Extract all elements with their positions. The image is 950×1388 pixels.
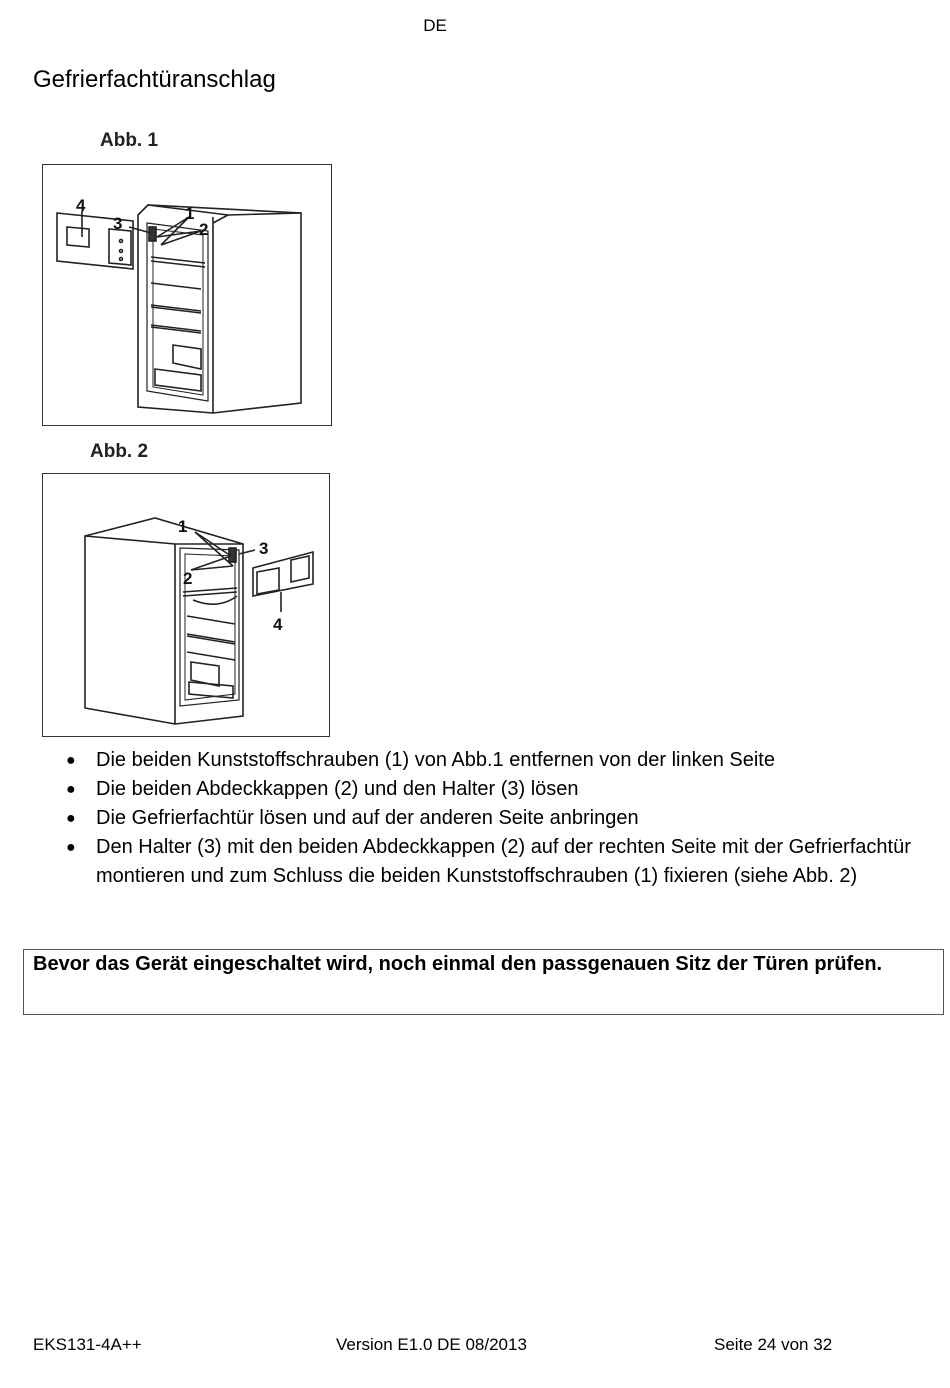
figure-1-label: Abb. 1 (100, 130, 159, 151)
step-text: Die beiden Abdeckkappen (2) und den Halter (3) lösen (96, 778, 579, 800)
step-text: Die Gefrierfachtür lösen und auf der anderen Seite anbringen (96, 807, 639, 829)
bullet-icon: ● (66, 781, 76, 798)
section-title: Gefrierfachtüranschlag (33, 66, 276, 93)
bullet-icon: ● (66, 810, 76, 827)
list-item (60, 833, 920, 891)
footer-model: EKS131-4A++ (33, 1335, 142, 1354)
list-item (60, 746, 920, 775)
bullet-icon: ● (66, 752, 76, 769)
instruction-list (60, 746, 920, 891)
step-text: Den Halter (3) mit den beiden Abdeckkappen (2) auf der rechten Seite mit der Gefrierfachtür montieren und zum Schluss die beiden Kunststoffschrauben (1) fixieren (siehe Abb. 2) (96, 836, 911, 887)
notice-box: Bevor das Gerät eingeschaltet wird, noch einmal den passgenauen Sitz der Türen prüfen. (23, 949, 944, 1015)
fig1-callout-1: 1 (185, 204, 195, 223)
list-item (60, 804, 920, 833)
fig1-callout-2: 2 (199, 220, 209, 239)
language-code: DE (423, 16, 447, 35)
list-item (60, 775, 920, 804)
fig1-callout-4: 4 (76, 196, 86, 215)
fig2-callout-4: 4 (273, 615, 283, 634)
fig2-callout-1: 1 (178, 517, 188, 536)
bullet-icon: ● (66, 839, 76, 856)
figure-2 (42, 473, 330, 737)
step-text: Die beiden Kunststoffschrauben (1) von Abb.1 entfernen von der linken Seite (96, 749, 775, 771)
figure-2-label: Abb. 2 (90, 441, 149, 462)
fig1-callout-3: 3 (113, 214, 123, 233)
footer-version: Version E1.0 DE 08/2013 (336, 1335, 527, 1354)
figure-1-drawing (43, 165, 331, 425)
fig2-callout-2: 2 (183, 569, 193, 588)
figure-1 (42, 164, 332, 426)
figure-2-drawing (43, 474, 329, 736)
footer-page-number: Seite 24 von 32 (714, 1335, 833, 1354)
fig2-callout-3: 3 (259, 539, 269, 558)
